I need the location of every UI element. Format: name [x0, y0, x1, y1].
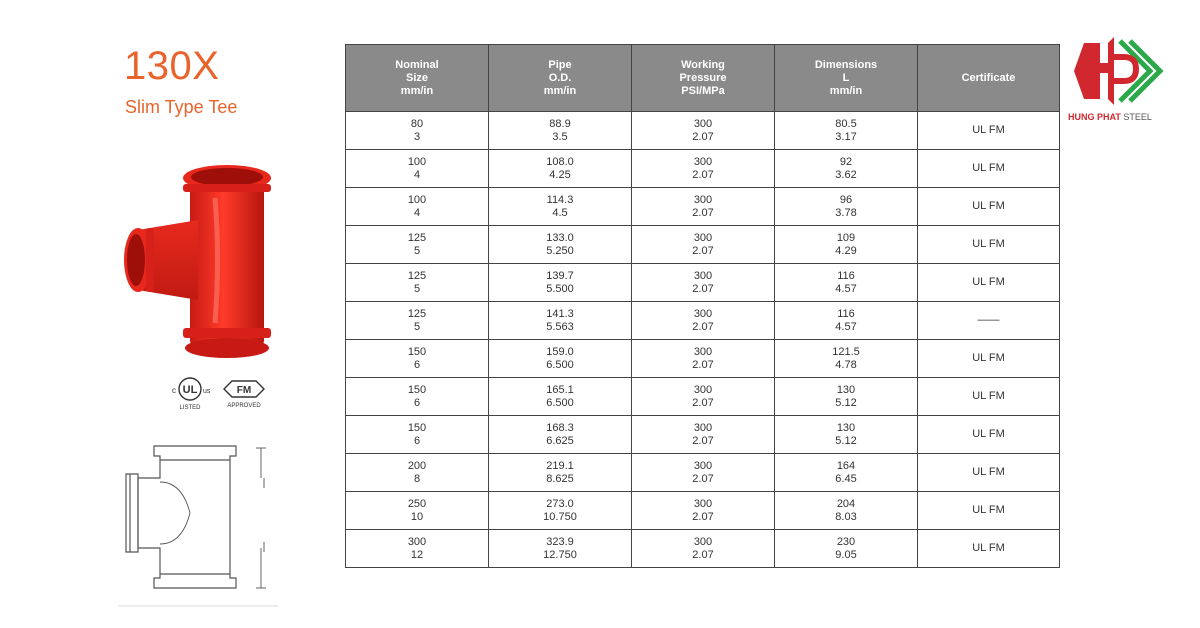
cell-line: 300	[407, 535, 427, 548]
cell-line: 2.07	[692, 396, 714, 409]
table-row	[346, 454, 1060, 492]
cell-line: 3.78	[835, 206, 857, 219]
cell-dimension	[775, 378, 918, 416]
cell-nominal-size	[346, 226, 489, 264]
cell-line: 2.07	[692, 168, 714, 181]
cell-working-pressure	[632, 378, 775, 416]
cell-line: 10	[410, 510, 424, 523]
certification-logos	[158, 375, 273, 415]
cell-line: 130	[836, 421, 856, 434]
cell-line: 80	[410, 117, 424, 130]
cell-line: 204	[836, 497, 856, 510]
cell-nominal-size	[346, 492, 489, 530]
cell-pipe-od	[489, 340, 632, 378]
table-row	[346, 112, 1060, 150]
cell-pipe-od	[489, 492, 632, 530]
cell-dimension	[775, 188, 918, 226]
cell-line: 4.57	[835, 282, 857, 295]
cell-pipe-od	[489, 454, 632, 492]
cell-certificate: UL FM	[918, 492, 1060, 530]
header-line: O.D.	[548, 71, 572, 84]
table-row	[346, 150, 1060, 188]
cell-line: 150	[407, 421, 427, 434]
cell-working-pressure	[632, 530, 775, 568]
cell-certificate: UL FM	[918, 150, 1060, 188]
cell-line: 125	[407, 307, 427, 320]
cell-line: 3.5	[552, 130, 568, 143]
cell-line: 300	[693, 193, 713, 206]
cell-line: 230	[836, 535, 856, 548]
cell-working-pressure	[632, 302, 775, 340]
cell-working-pressure	[632, 492, 775, 530]
spec-table	[345, 44, 1060, 568]
cell-line: 6.500	[546, 358, 574, 371]
cell-working-pressure	[632, 188, 775, 226]
cell-line: 300	[693, 155, 713, 168]
cell-line: 150	[407, 345, 427, 358]
cell-pipe-od	[489, 112, 632, 150]
cell-dimension	[775, 340, 918, 378]
table-body	[346, 112, 1060, 568]
cell-line: 164	[836, 459, 856, 472]
cell-line: 6.45	[835, 472, 857, 485]
cell-dimension	[775, 112, 918, 150]
cell-working-pressure	[632, 416, 775, 454]
cell-line: 8	[413, 472, 421, 485]
table-row	[346, 188, 1060, 226]
cell-line: 5	[413, 244, 421, 257]
cell-dimension	[775, 264, 918, 302]
cell-line: 2.07	[692, 320, 714, 333]
cell-line: 323.9	[546, 535, 574, 548]
cell-line: 100	[407, 155, 427, 168]
cell-nominal-size	[346, 454, 489, 492]
cell-line: 4.25	[549, 168, 571, 181]
cell-line: 3.62	[835, 168, 857, 181]
cell-line: 139.7	[546, 269, 574, 282]
header-nominal-size	[346, 45, 489, 112]
cell-line: 8.625	[546, 472, 574, 485]
cell-nominal-size	[346, 340, 489, 378]
cell-line: 300	[693, 459, 713, 472]
cell-line: 121.5	[832, 345, 860, 358]
table-row	[346, 416, 1060, 454]
svg-text:c: c	[172, 386, 176, 395]
header-line: mm/in	[400, 84, 434, 97]
cell-working-pressure	[632, 112, 775, 150]
cell-dimension	[775, 150, 918, 188]
table-row	[346, 530, 1060, 568]
table-row	[346, 340, 1060, 378]
cell-line: 2.07	[692, 244, 714, 257]
cell-line: 165.1	[546, 383, 574, 396]
cell-line: 150	[407, 383, 427, 396]
cell-line: 80.5	[835, 117, 857, 130]
table-header-row	[346, 45, 1060, 112]
cell-dimension	[775, 416, 918, 454]
svg-text:UL: UL	[182, 384, 198, 396]
header-line: mm/in	[829, 84, 863, 97]
cell-nominal-size	[346, 150, 489, 188]
cell-line: 300	[693, 345, 713, 358]
cell-working-pressure	[632, 226, 775, 264]
cell-line: 116	[837, 269, 855, 282]
cell-line: 4.78	[835, 358, 857, 371]
svg-text:FM: FM	[236, 385, 252, 396]
cell-line: 250	[407, 497, 427, 510]
cell-nominal-size	[346, 188, 489, 226]
cell-line: 10.750	[543, 510, 577, 523]
cell-certificate: UL FM	[918, 454, 1060, 492]
cell-line: 130	[836, 383, 856, 396]
cell-line: 300	[693, 231, 713, 244]
cell-nominal-size	[346, 112, 489, 150]
cell-pipe-od	[489, 378, 632, 416]
cell-line: 96	[839, 193, 853, 206]
product-code: 130X	[124, 44, 220, 88]
table-row	[346, 302, 1060, 340]
cell-line: 6.625	[546, 434, 574, 447]
cell-line: 92	[839, 155, 853, 168]
cell-nominal-size	[346, 264, 489, 302]
cell-line: 168.3	[546, 421, 574, 434]
cell-dimension	[775, 302, 918, 340]
cell-line: 2.07	[692, 206, 714, 219]
cell-dimension	[775, 226, 918, 264]
cell-certificate: UL FM	[918, 378, 1060, 416]
cell-pipe-od	[489, 150, 632, 188]
header-working-pressure	[632, 45, 775, 112]
cell-certificate: UL FM	[918, 416, 1060, 454]
header-certificate	[918, 45, 1060, 112]
cell-line: 2.07	[692, 548, 714, 561]
header-line: Working	[681, 58, 725, 71]
tee-fitting-image	[120, 158, 280, 368]
cell-line: 6	[413, 396, 421, 409]
cell-line: 116	[837, 307, 855, 320]
cell-nominal-size	[346, 530, 489, 568]
cell-line: 300	[693, 269, 713, 282]
cell-line: 4.29	[835, 244, 857, 257]
cell-line: 300	[693, 497, 713, 510]
cell-line: 12	[410, 548, 424, 561]
cell-line: 300	[693, 421, 713, 434]
header-line: Dimensions	[814, 58, 878, 71]
table-row	[346, 226, 1060, 264]
cell-line: 6	[413, 358, 421, 371]
cell-nominal-size	[346, 416, 489, 454]
cell-pipe-od	[489, 302, 632, 340]
cell-certificate: UL FM	[918, 340, 1060, 378]
cell-line: 2.07	[692, 434, 714, 447]
header-line: L	[842, 71, 850, 84]
cell-line: 2.07	[692, 358, 714, 371]
cell-dimension	[775, 454, 918, 492]
technical-drawing	[118, 438, 278, 608]
cell-line: 2.07	[692, 130, 714, 143]
cell-line: 133.0	[546, 231, 574, 244]
cell-line: 4.57	[835, 320, 857, 333]
cell-line: 6.500	[546, 396, 574, 409]
cell-line: 5.250	[546, 244, 574, 257]
cell-line: 159.0	[546, 345, 574, 358]
cell-dimension	[775, 492, 918, 530]
cell-pipe-od	[489, 416, 632, 454]
cell-line: 8.03	[835, 510, 857, 523]
cell-certificate: UL FM	[918, 530, 1060, 568]
cell-working-pressure	[632, 340, 775, 378]
cell-line: 4	[413, 206, 421, 219]
cell-certificate: ——	[918, 302, 1060, 340]
cell-line: 4.5	[552, 206, 568, 219]
cell-line: 88.9	[549, 117, 571, 130]
cell-line: 3	[413, 130, 421, 143]
cell-certificate: UL FM	[918, 264, 1060, 302]
header-dimensions	[775, 45, 918, 112]
header-line: PSI/MPa	[681, 84, 725, 97]
cell-dimension	[775, 530, 918, 568]
cell-nominal-size	[346, 302, 489, 340]
cell-line: 12.750	[543, 548, 577, 561]
cell-line: 300	[693, 117, 713, 130]
cell-line: 141.3	[546, 307, 574, 320]
brand-name: HUNG PHAT STEEL	[1068, 112, 1152, 122]
table-row	[346, 378, 1060, 416]
cell-line: 219.1	[546, 459, 574, 472]
cell-line: 125	[407, 231, 427, 244]
cell-line: 5.500	[546, 282, 574, 295]
cell-certificate: UL FM	[918, 226, 1060, 264]
cell-working-pressure	[632, 454, 775, 492]
cell-working-pressure	[632, 150, 775, 188]
cell-pipe-od	[489, 530, 632, 568]
cell-line: 4	[413, 168, 421, 181]
cell-line: 273.0	[546, 497, 574, 510]
header-line: Nominal	[395, 58, 439, 71]
cell-line: 108.0	[546, 155, 574, 168]
table-row	[346, 264, 1060, 302]
cell-certificate: UL FM	[918, 188, 1060, 226]
cell-certificate: UL FM	[918, 112, 1060, 150]
cell-line: 5.563	[546, 320, 574, 333]
svg-text:APPROVED: APPROVED	[227, 403, 261, 409]
svg-text:us: us	[203, 388, 211, 395]
cell-line: 114.3	[546, 193, 574, 206]
cell-pipe-od	[489, 188, 632, 226]
svg-text:LISTED: LISTED	[179, 405, 201, 411]
cell-line: 100	[407, 193, 427, 206]
table-row	[346, 492, 1060, 530]
cell-line: 2.07	[692, 510, 714, 523]
header-line: Size	[405, 71, 428, 84]
cell-line: 125	[407, 269, 427, 282]
cell-line: 109	[836, 231, 856, 244]
cell-line: 5.12	[835, 396, 857, 409]
hung-phat-logo-icon	[1064, 33, 1168, 111]
cell-working-pressure	[632, 264, 775, 302]
cell-line: 2.07	[692, 472, 714, 485]
cell-line: 9.05	[835, 548, 857, 561]
cell-pipe-od	[489, 226, 632, 264]
product-name: Slim Type Tee	[125, 97, 238, 117]
header-line: Certificate	[961, 71, 1016, 84]
cell-line: 2.07	[692, 282, 714, 295]
cell-line: 300	[693, 383, 713, 396]
cell-line: 300	[693, 535, 713, 548]
cell-line: 5	[413, 282, 421, 295]
cell-line: 3.17	[835, 130, 857, 143]
header-pipe-od	[489, 45, 632, 112]
cell-line: 200	[407, 459, 427, 472]
cell-pipe-od	[489, 264, 632, 302]
cell-nominal-size	[346, 378, 489, 416]
header-line: mm/in	[543, 84, 577, 97]
header-line: Pipe	[548, 58, 572, 71]
header-line: Pressure	[679, 71, 727, 84]
cell-line: 300	[693, 307, 713, 320]
cell-line: 5.12	[835, 434, 857, 447]
cell-line: 6	[413, 434, 421, 447]
cell-line: 5	[413, 320, 421, 333]
